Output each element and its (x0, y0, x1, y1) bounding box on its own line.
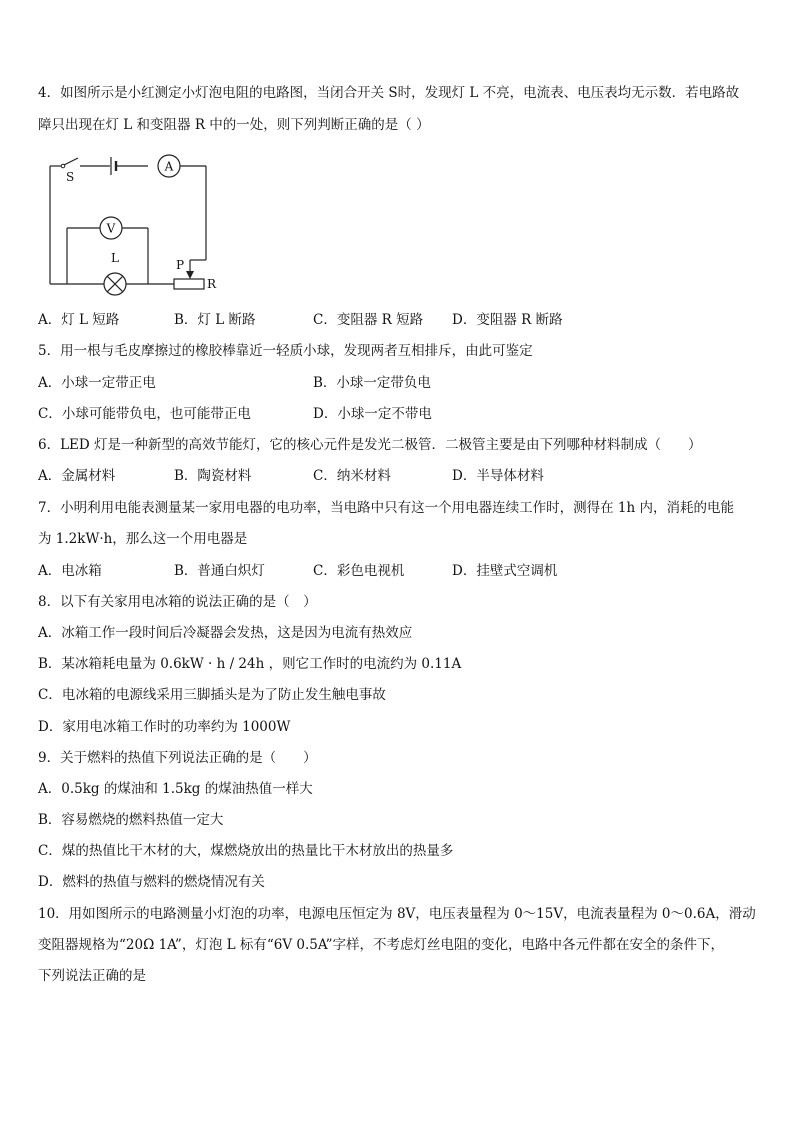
q9-option-c[interactable]: C．煤的热值比干木材的大，煤燃烧放出的热量比干木材放出的热量多 (38, 843, 454, 859)
q5-option-c[interactable]: C．小球可能带负电，也可能带正电 (38, 406, 251, 422)
voltmeter-label: V (106, 221, 116, 236)
q6-option-b[interactable]: B．陶瓷材料 (174, 468, 252, 484)
q10-stem-line3: 下列说法正确的是 (38, 968, 146, 984)
q7-option-a[interactable]: A．电冰箱 (38, 563, 102, 579)
q4-option-c[interactable]: C．变阻器 R 短路 (313, 312, 424, 328)
q7-option-d[interactable]: D．挂壁式空调机 (452, 563, 558, 579)
slider-arrow-icon (186, 271, 194, 279)
q5-stem: 5．用一根与毛皮摩擦过的橡胶棒靠近一轻质小球，发现两者互相排斥，由此可鉴定 (38, 343, 533, 359)
q7-stem-line1: 7．小明利用电能表测量某一家用电器的电功率，当电路中只有这一个用电器连续工作时，测得在 1h 内，消耗的电能 (38, 500, 734, 516)
q5-option-b[interactable]: B．小球一定带负电 (313, 375, 431, 391)
q9-option-b[interactable]: B．容易燃烧的燃料热值一定大 (38, 812, 224, 828)
q4-stem-line1: 4．如图所示是小红测定小灯泡电阻的电路图，当闭合开关 S时，发现灯 L 不亮，电流表、电压表均无示数．若电路故 (38, 85, 740, 101)
q5-option-a[interactable]: A．小球一定带正电 (38, 375, 156, 391)
rheostat-label: R (207, 277, 217, 291)
q4-option-d[interactable]: D．变阻器 R 断路 (452, 312, 563, 328)
q7-stem-line2: 为 1.2kW·h，那么这一个用电器是 (38, 531, 248, 547)
q4-option-a[interactable]: A．灯 L 短路 (38, 312, 120, 328)
q8-stem: 8．以下有关家用电冰箱的说法正确的是（ ） (38, 594, 317, 610)
q6-stem: 6．LED 灯是一种新型的高效节能灯，它的核心元件是发光二极管．二极管主要是由下列哪种材料制成（ ） (38, 437, 702, 453)
switch-label: S (66, 170, 75, 184)
q4-stem-line2: 障只出现在灯 L 和变阻器 R 中的一处，则下列判断正确的是（ ） (38, 117, 430, 133)
q5-option-d[interactable]: D．小球一定不带电 (313, 406, 432, 422)
q4-circuit-diagram (40, 148, 230, 298)
q6-option-a[interactable]: A．金属材料 (38, 468, 116, 484)
q8-option-c[interactable]: C．电冰箱的电源线采用三脚插头是为了防止发生触电事故 (38, 687, 386, 703)
q6-option-c[interactable]: C．纳米材料 (313, 468, 391, 484)
q9-stem: 9．关于燃料的热值下列说法正确的是（ ） (38, 750, 317, 766)
q8-option-d[interactable]: D．家用电冰箱工作时的功率约为 1000W (38, 719, 291, 735)
q10-stem-line2: 变阻器规格为“20Ω 1A”，灯泡 L 标有“6V 0.5A”字样，不考虑灯丝电阻的变化，电路中各元件都在安全的条件下， (38, 937, 725, 953)
switch-pivot (61, 164, 65, 168)
q9-option-a[interactable]: A．0.5kg 的煤油和 1.5kg 的煤油热值一样大 (38, 781, 313, 797)
q8-option-a[interactable]: A．冰箱工作一段时间后冷凝器会发热，这是因为电流有热效应 (38, 625, 413, 641)
ammeter-label: A (164, 159, 174, 174)
q10-stem-line1: 10．用如图所示的电路测量小灯泡的功率，电源电压恒定为 8V，电压表量程为 0～15V，电流表量程为 0～0.6A，滑动 (38, 906, 756, 922)
slider-label: P (176, 258, 185, 272)
q9-option-d[interactable]: D．燃料的热值与燃料的燃烧情况有关 (38, 874, 265, 890)
q8-option-b[interactable]: B．某冰箱耗电量为 0.6kW · h / 24h ，则它工作时的电流约为 0.11A (38, 656, 462, 672)
lamp-label: L (111, 251, 119, 265)
q7-option-b[interactable]: B．普通白炽灯 (174, 563, 265, 579)
q7-option-c[interactable]: C．彩色电视机 (313, 563, 405, 579)
q4-option-b[interactable]: B．灯 L 断路 (174, 312, 256, 328)
q6-option-d[interactable]: D．半导体材料 (452, 468, 544, 484)
